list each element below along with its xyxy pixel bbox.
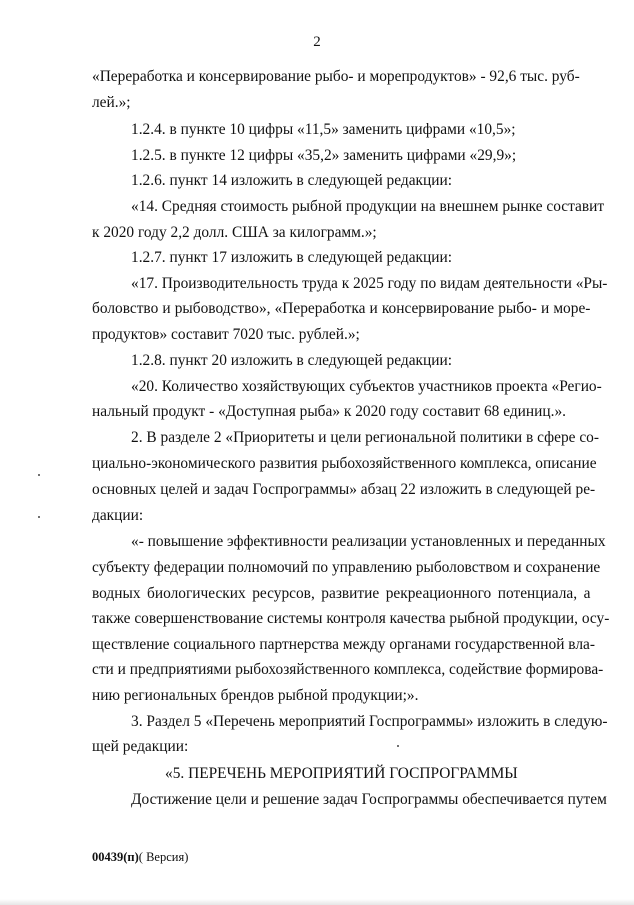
text-line: сти и предприятиями рыбохозяйственного комплекса, содействие формирова- xyxy=(92,661,604,678)
text-line: «Переработка и консервирование рыбо- и морепродуктов» - 92,6 тыс. руб- xyxy=(92,68,580,85)
scan-speck xyxy=(38,474,40,476)
text-line: «14. Средняя стоимость рыбной продукции на внешнем рынке составит xyxy=(131,198,605,215)
text-line: нальный продукт - «Доступная рыба» к 2020 году составит 68 единиц.». xyxy=(92,403,566,420)
text-line: 2. В разделе 2 «Приоритеты и цели региональной политики в сфере со- xyxy=(131,429,599,446)
scan-speck xyxy=(38,516,40,518)
text-line: Достижение цели и решение задач Госпрограммы обеспечивается путем xyxy=(131,791,607,808)
text-line: основных целей и задач Госпрограммы» абзац 22 изложить в следующей ре- xyxy=(92,481,596,498)
text-line: также совершенствование системы контроля качества рыбной продукции, осу- xyxy=(92,610,610,627)
scan-speck xyxy=(397,745,399,747)
text-line: 1.2.6. пункт 14 изложить в следующей редакции: xyxy=(131,172,452,189)
text-line: 3. Раздел 5 «Перечень мероприятий Госпрограммы» изложить в следую- xyxy=(131,713,608,730)
text-line: 1.2.4. в пункте 10 цифры «11,5» заменить цифрами «10,5»; xyxy=(131,121,516,138)
text-line: «20. Количество хозяйствующих субъектов участников проекта «Регио- xyxy=(131,378,602,395)
text-line: «17. Производительность труда к 2025 году по видам деятельности «Ры- xyxy=(131,275,608,292)
text-line: щей редакции: xyxy=(92,738,189,755)
footer-code: 00439(п) xyxy=(92,850,139,864)
page-number: 2 xyxy=(313,34,321,50)
text-line: нию региональных брендов рыбной продукции;». xyxy=(92,687,419,704)
text-line: продуктов» составит 7020 тыс. рублей.»; xyxy=(92,326,360,343)
text-line: циально-экономического развития рыбохозяйственного комплекса, описание xyxy=(92,455,597,472)
footer xyxy=(92,850,188,865)
text-line: «- повышение эффективности реализации установленных и переданных xyxy=(131,533,606,550)
section-heading: «5. ПЕРЕЧЕНЬ МЕРОПРИЯТИЙ ГОСПРОГРАММЫ xyxy=(165,765,518,782)
footer-label: ( Версия) xyxy=(138,850,189,864)
text-line: 1.2.8. пункт 20 изложить в следующей редакции: xyxy=(131,352,452,369)
text-line: боловство и рыбоводство», «Переработка и консервирование рыбо- и море- xyxy=(92,300,591,317)
scan-edge xyxy=(0,899,634,905)
text-line: дакции: xyxy=(92,507,144,524)
text-line: лей.»; xyxy=(92,94,131,111)
text-line: субъекту федерации полномочий по управлению рыболовством и сохранение xyxy=(92,559,601,576)
text-line: водных биологических ресурсов, развитие рекреационного потенциала, а xyxy=(92,585,591,602)
text-line: 1.2.7. пункт 17 изложить в следующей редакции: xyxy=(131,249,452,266)
text-line: 1.2.5. в пункте 12 цифры «35,2» заменить цифрами «29,9»; xyxy=(131,147,517,164)
text-line: ществление социального партнерства между органами государственной вла- xyxy=(92,636,596,653)
text-line: к 2020 году 2,2 долл. США за килограмм.»; xyxy=(92,224,377,241)
